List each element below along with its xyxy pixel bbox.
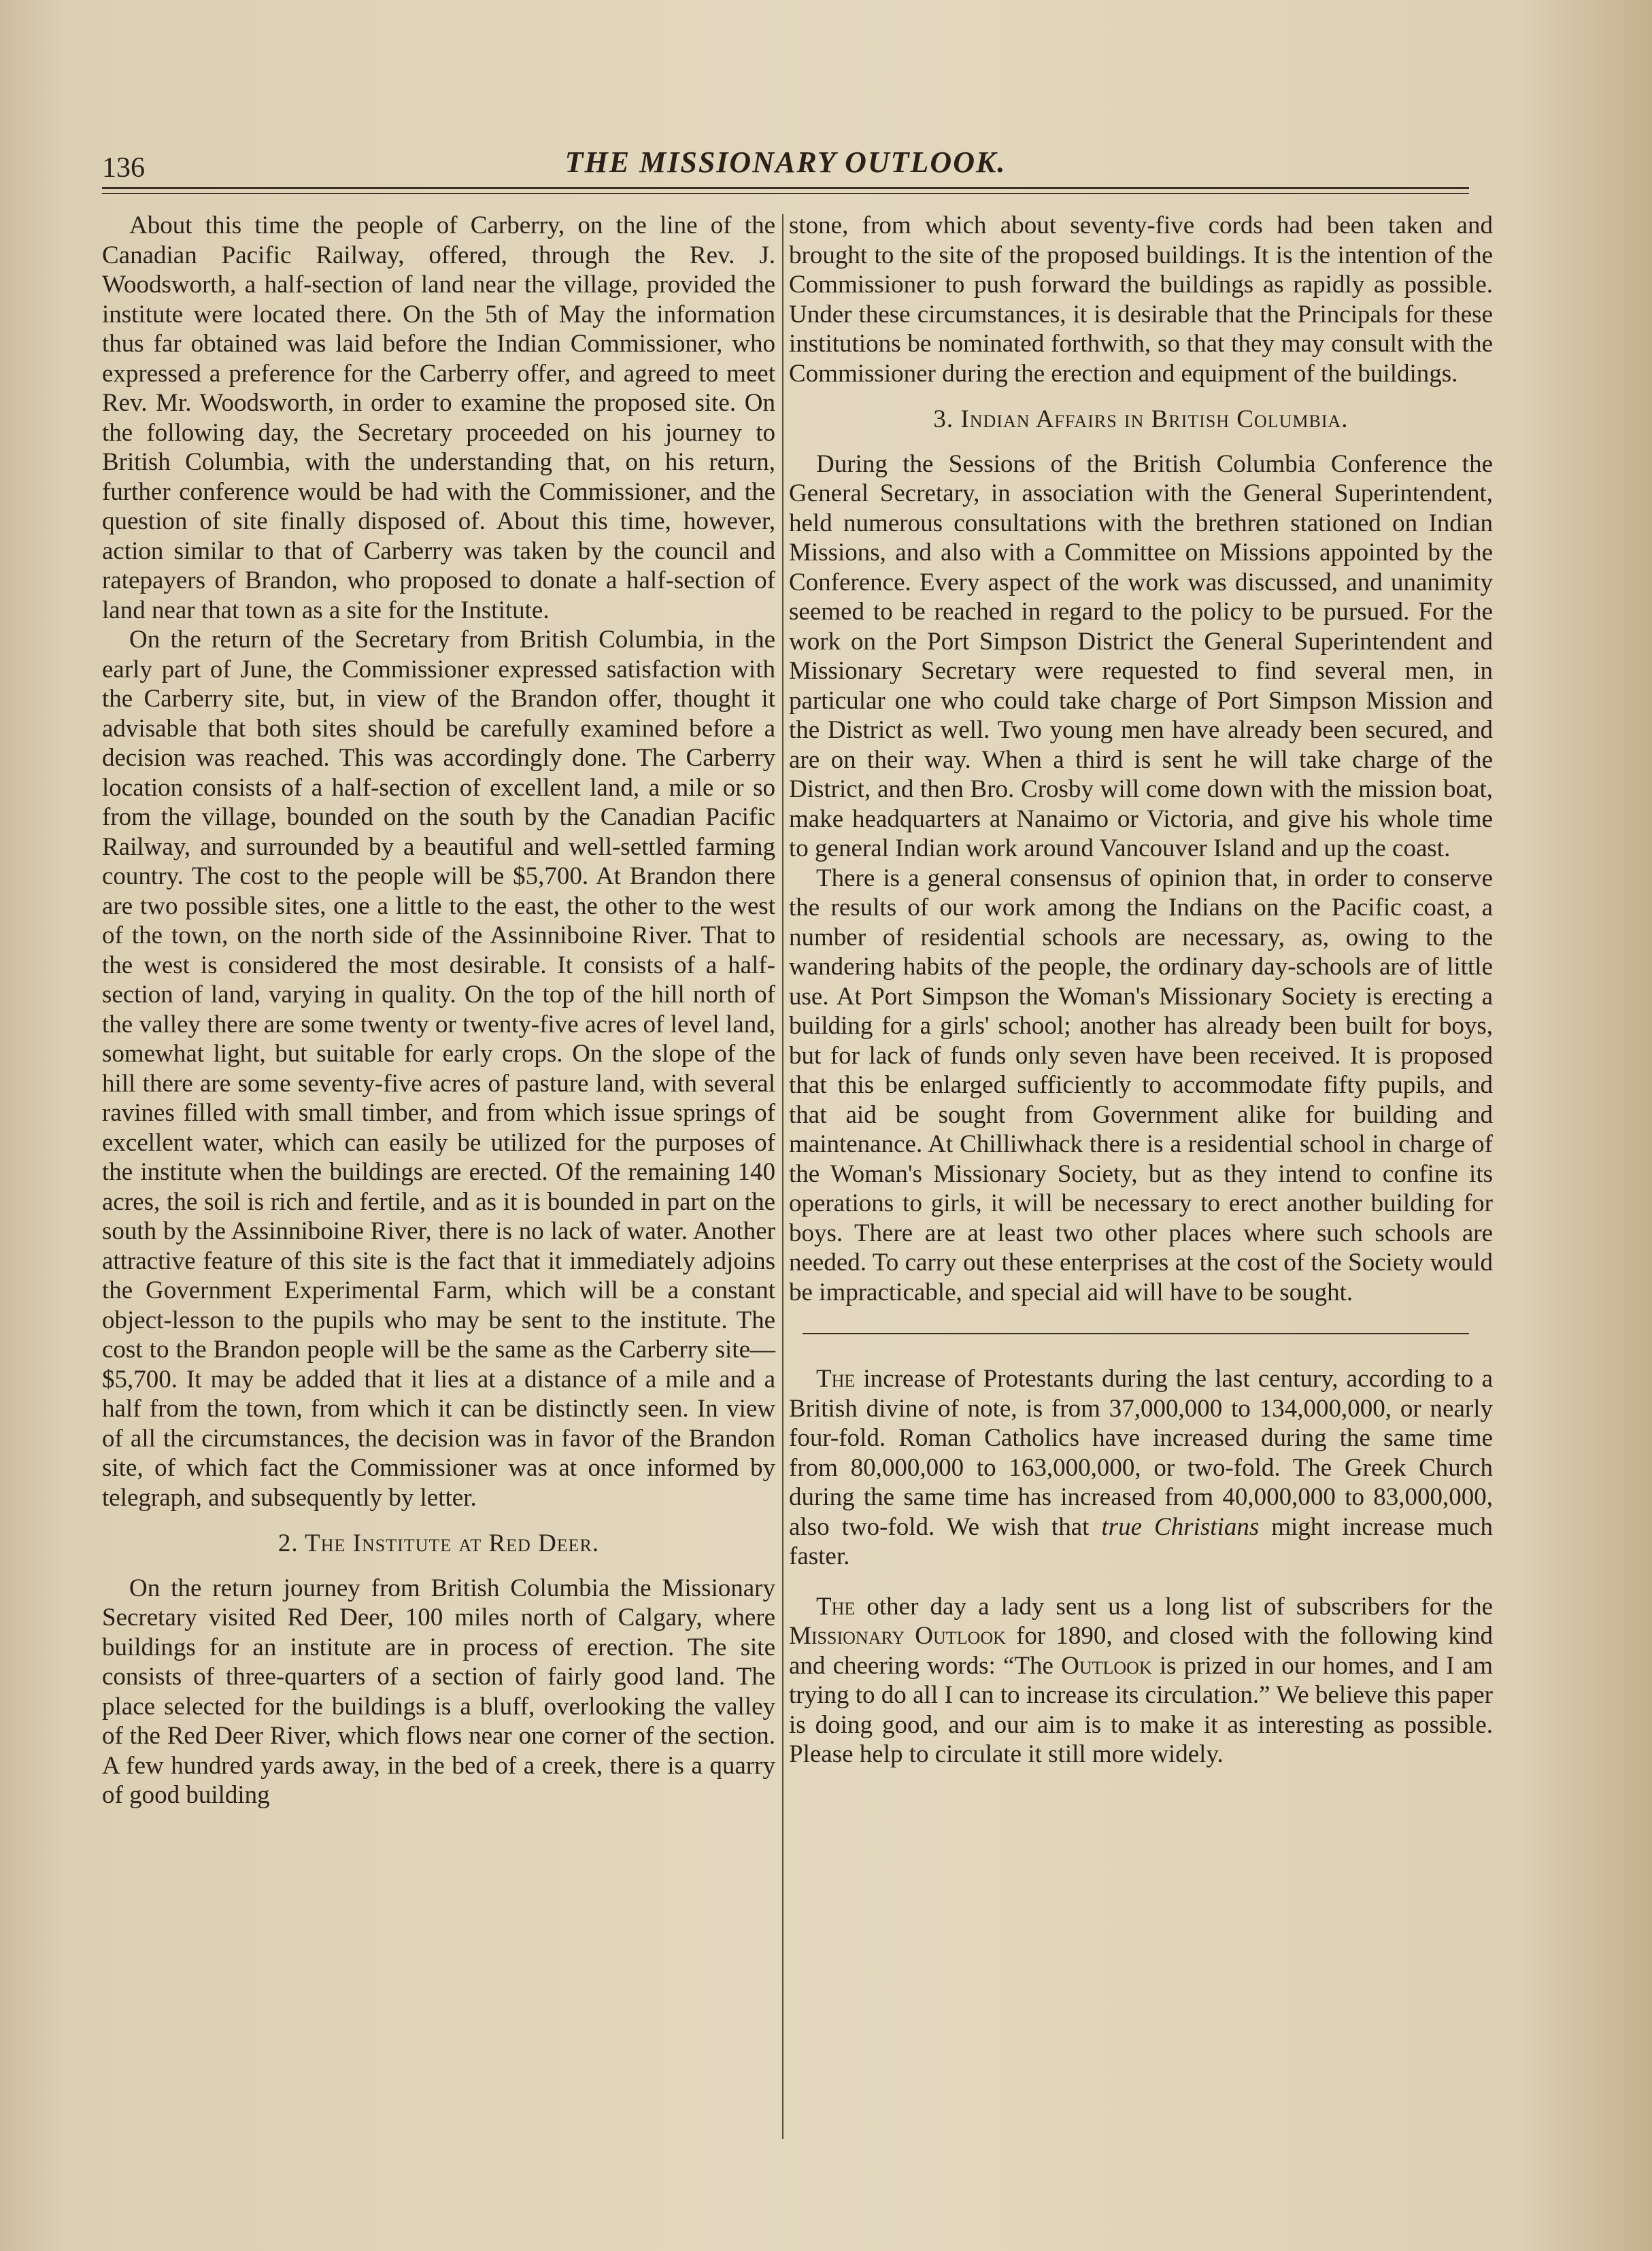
note-text: other day a lady sent us a long list of subscribers for the: [855, 1592, 1493, 1621]
note-subscribers: [789, 1592, 1493, 1770]
running-title: THE MISSIONARY OUTLOOK.: [564, 146, 1007, 179]
note-emphasis: true Christians: [1101, 1512, 1260, 1541]
right-column: [789, 211, 1493, 1770]
paragraph-carberry-offer: About this time the people of Carberry, on the line of the Canadian Pacific Railway, offered, through the Rev. J. Woodsworth, a half-section of land near the village, provided the institute were located there. On the 5th of May the information thus far obtained was laid before the Indian Commissioner, who expressed a preference for the Carberry offer, and agreed to meet Rev. Mr. Woodsworth, in order to examine the proposed site. On the following day, the Secretary proceeded on his journey to British Columbia, with the understanding that, on his return, further conference would be had with the Commissioner, and the question of site finally disposed of. About this time, however, action similar to that of Carberry was taken by the council and ratepayers of Brandon, who proposed to donate a half-section of land near that town as a site for the Institute.: [102, 211, 775, 624]
note-lead-word: The: [816, 1365, 856, 1393]
publication-name-short: Outlook: [1061, 1651, 1152, 1680]
page-number: 136: [102, 152, 145, 184]
header-rule-bottom: [102, 193, 1469, 194]
column-divider: [782, 214, 783, 2139]
note-protestants: [789, 1364, 1493, 1572]
publication-name: Missionary Outlook: [789, 1622, 1006, 1650]
paragraph-residential-schools: There is a general consensus of opinion that, in order to conserve the results of our work among the Indians on the Pacific coast, a number of residential schools are necessary, as, owing to the wandering habits of the people, the ordinary day-schools are of little use. At Port Simpson the Woman's Missionary Society is erecting a building for a girls' school; another has already been built for boys, but for lack of funds only seven have been received. It is proposed that this be enlarged sufficiently to accommodate fifty pupils, and that aid be sought from Government alike for building and maintenance. At Chilliwhack there is a residential school in charge of the Woman's Missionary Society, but as they intend to confine its operations to girls, it will be necessary to erect another building for boys. There are at least two other places where such schools are needed. To carry out these enterprises at the cost of the Society would be impracticable, and special aid will have to be sought.: [789, 864, 1493, 1306]
note-text: increase of Protestants during the last century, according to a British divine of note, is from 37,000,000 to 134,000,000, or nearly four-fold. Roman Catholics have increased during the same time from 80,000,000 to 163,000,000, or two-fold. The Greek Church during the same time has increased from 40,000,000 to 83,000,000, also two-fold. We wish that: [789, 1365, 1493, 1541]
left-column: [102, 211, 775, 1810]
spacer: [789, 1572, 1493, 1592]
note-text: is prized in our homes, and I am trying to do all I can to increase its circulation.” We believe this paper is doing good, and our aim is to make it as interesting as possible. Please help to circulate it still more widely.: [789, 1651, 1493, 1768]
note-text: for 1890, and closed with the following kind and cheering words: “The: [789, 1622, 1493, 1680]
paragraph-conference-sessions: During the Sessions of the British Columbia Conference the General Secretary, in association with the General Superintendent, held numerous consultations with the brethren stationed on Indian Missions, and also with a Committee on Missions appointed by the Conference. Every aspect of the work was discussed, and unanimity seemed to be reached in regard to the policy to be pursued. For the work on the Port Simpson District the General Superintendent and Missionary Secretary were requested to find several men, in particular one who could take charge of Port Simpson Mission and the District as well. Two young men have already been secured, and are on their way. When a third is sent he will take charge of the District, and then Bro. Crosby will come down with the mission boat, make headquarters at Nanaimo or Victoria, and give his whole time to general Indian work around Vancouver Island and up the coast.: [789, 450, 1493, 862]
note-text: might increase much faster.: [789, 1512, 1493, 1570]
section-heading-red-deer: 2. The Institute at Red Deer.: [277, 1529, 600, 1557]
page-header: [102, 139, 1469, 187]
note-lead-word: The: [816, 1592, 856, 1621]
header-rule-top: [102, 187, 1469, 189]
paragraph-site-examination: On the return of the Secretary from British Columbia, in the early part of June, the Commissioner expressed satisfaction with the Carberry site, but, in view of the Brandon offer, thought it advisable that both sites should be carefully examined before a decision was reached. This was accordingly done. The Carberry location consists of a half-section of excellent land, a mile or so from the village, bounded on the south by the Canadian Pacific Railway, and surrounded by a beautiful and well-settled farming country. The cost to the people will be $5,700. At Brandon there are two possible sites, one a little to the east, the other to the west of the town, on the north side of the Assinniboine River. That to the west is considered the most desirable. It consists of a half-section of land, varying in quality. On the top of the hill north of the valley there are some twenty or twenty-five acres of level land, somewhat light, but suitable for early crops. On the slope of the hill there are some seventy-five acres of pasture land, with several ravines filled with small timber, and from which issue springs of excellent water, which can easily be utilized for the purposes of the institute when the buildings are erected. Of the remaining 140 acres, the soil is rich and fertile, and as it is bounded in part on the south by the Assinniboine River, there is no lack of water. Another attractive feature of this site is the fact that it immediately adjoins the Government Experimental Farm, which will be a constant object-lesson to the pupils who may be sent to the institute. The cost to the Brandon people will be the same as the Carberry site—$5,700. It may be added that it lies at a distance of a mile and a half from the town, from which it can be distinctly seen. In view of all the circumstances, the decision was in favor of the Brandon site, of which fact the Commissioner was at once informed by telegraph, and subsequently by letter.: [102, 626, 775, 1512]
section-heading-british-columbia: 3. Indian Affairs in British Columbia.: [933, 405, 1349, 433]
paragraph-stone-continued: stone, from which about seventy-five cords had been taken and brought to the site of the proposed buildings. It is the intention of the Commissioner to push forward the buildings as rapidly as possible. Under these circumstances, it is desirable that the Principals for these institutions be nominated forthwith, so that they may consult with the Commissioner during the erection and equipment of the buildings.: [789, 211, 1493, 388]
paragraph-red-deer: On the return journey from British Columbia the Missionary Secretary visited Red Deer, 100 miles north of Calgary, where buildings for an institute are in process of erection. The site consists of three-quarters of a section of fairly good land. The place selected for the buildings is a bluff, overlooking the valley of the Red Deer River, which flows near one corner of the section. A few hundred yards away, in the bed of a creek, there is a quarry of good building: [102, 1574, 775, 1809]
section-divider: [803, 1333, 1469, 1334]
